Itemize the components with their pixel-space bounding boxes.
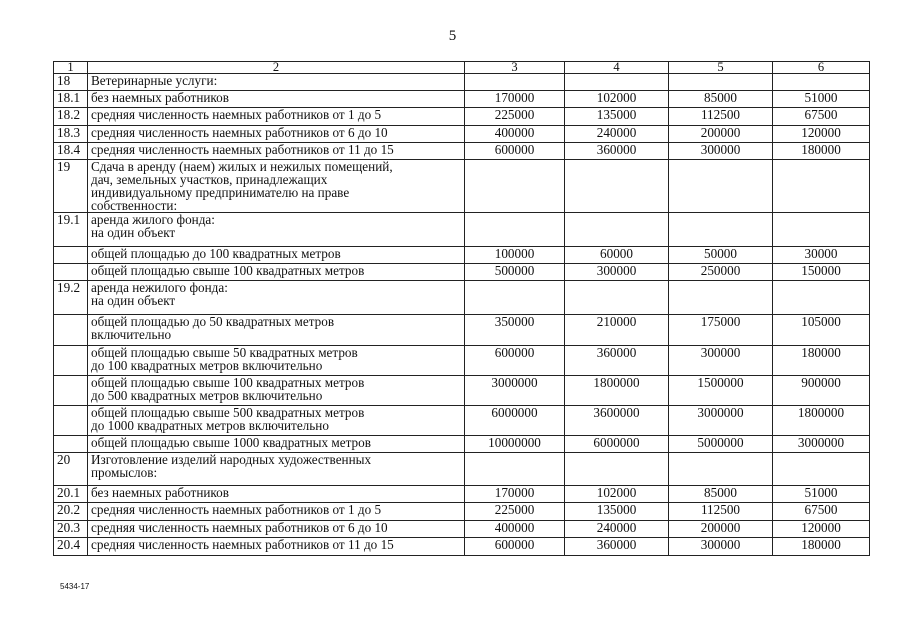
value-cell-col3: 400000 [465,521,565,538]
value-cell-col6: 67500 [773,503,870,521]
description-line: общей площадью свыше 100 квадратных метров [91,375,365,390]
table-header-row [54,62,870,74]
value-cell-col6: 180000 [773,538,870,556]
value-cell-col6 [773,453,870,486]
table-row [54,143,870,160]
row-description [88,486,465,503]
description-line: на один объект [91,225,176,240]
value-cell-col6: 180000 [773,346,870,376]
tariff-table [53,61,870,556]
value-cell-col4: 360000 [565,538,669,556]
value-cell-col4 [565,160,669,213]
value-cell-col5: 175000 [669,315,773,346]
description-line: включительно [91,327,172,342]
row-description [88,376,465,406]
table-row [54,74,870,91]
value-cell-col5: 1500000 [669,376,773,406]
value-cell-col4: 102000 [565,91,669,108]
value-cell-col5 [669,74,773,91]
table-row [54,346,870,376]
row-number [54,247,88,264]
row-number: 18.3 [54,126,88,143]
row-description [88,346,465,376]
row-number [54,264,88,281]
value-cell-col3 [465,281,565,315]
row-description [88,126,465,143]
value-cell-col3: 225000 [465,503,565,521]
value-cell-col3 [465,160,565,213]
value-cell-col4: 210000 [565,315,669,346]
row-number: 20.3 [54,521,88,538]
value-cell-col4: 6000000 [565,436,669,453]
value-cell-col4: 135000 [565,108,669,126]
header-cell: 3 [465,62,565,74]
value-cell-col3: 100000 [465,247,565,264]
header-cell: 6 [773,62,870,74]
value-cell-col5 [669,160,773,213]
table-row [54,436,870,453]
value-cell-col5: 300000 [669,346,773,376]
value-cell-col3: 170000 [465,91,565,108]
row-number: 20.1 [54,486,88,503]
row-description [88,213,465,247]
value-cell-col4: 135000 [565,503,669,521]
value-cell-col5: 5000000 [669,436,773,453]
row-description [88,74,465,91]
description-line: Сдача в аренду (наем) жилых и нежилых помещений, [91,159,393,174]
value-cell-col5: 85000 [669,91,773,108]
row-number: 20 [54,453,88,486]
value-cell-col6: 51000 [773,91,870,108]
value-cell-col3: 600000 [465,538,565,556]
description-line: до 100 квадратных метров включительно [91,358,323,373]
value-cell-col4 [565,453,669,486]
value-cell-col3: 500000 [465,264,565,281]
description-line: без наемных работников [91,90,229,105]
table-row [54,503,870,521]
description-line: общей площадью свыше 500 квадратных метров [91,405,365,420]
value-cell-col4: 360000 [565,346,669,376]
value-cell-col3: 600000 [465,143,565,160]
value-cell-col4: 1800000 [565,376,669,406]
row-description [88,503,465,521]
value-cell-col6 [773,74,870,91]
value-cell-col6 [773,281,870,315]
value-cell-col6: 120000 [773,521,870,538]
header-cell: 1 [54,62,88,74]
value-cell-col3: 350000 [465,315,565,346]
description-line: на один объект [91,293,176,308]
value-cell-col6: 900000 [773,376,870,406]
row-description [88,406,465,436]
table-row [54,376,870,406]
table-row [54,538,870,556]
table-row [54,247,870,264]
row-description [88,160,465,213]
value-cell-col4 [565,281,669,315]
description-line: индивидуальному предпринимателю на праве [91,185,350,200]
value-cell-col5: 200000 [669,521,773,538]
table-body [54,62,870,556]
value-cell-col5: 50000 [669,247,773,264]
value-cell-col6 [773,213,870,247]
description-line: средняя численность наемных работников от 11 до 15 [91,537,394,552]
table-row [54,453,870,486]
value-cell-col5: 3000000 [669,406,773,436]
value-cell-col4: 360000 [565,143,669,160]
row-description [88,108,465,126]
row-number: 20.2 [54,503,88,521]
table-row [54,160,870,213]
description-line: Ветеринарные услуги: [91,73,218,88]
value-cell-col6: 180000 [773,143,870,160]
description-line: общей площадью до 50 квадратных метров [91,314,335,329]
value-cell-col3 [465,453,565,486]
value-cell-col3: 400000 [465,126,565,143]
value-cell-col3 [465,213,565,247]
value-cell-col6: 51000 [773,486,870,503]
value-cell-col4: 240000 [565,126,669,143]
table-row [54,91,870,108]
value-cell-col6: 30000 [773,247,870,264]
description-line: общей площадью свыше 50 квадратных метров [91,345,358,360]
value-cell-col4: 3600000 [565,406,669,436]
row-number [54,346,88,376]
table-row [54,126,870,143]
description-line: средняя численность наемных работников от 6 до 10 [91,520,388,535]
description-line: без наемных работников [91,485,229,500]
value-cell-col5: 250000 [669,264,773,281]
value-cell-col6: 3000000 [773,436,870,453]
value-cell-col3: 6000000 [465,406,565,436]
header-cell: 2 [88,62,465,74]
value-cell-col3: 225000 [465,108,565,126]
page-number: 5 [448,28,457,44]
value-cell-col3: 600000 [465,346,565,376]
row-number: 18 [54,74,88,91]
value-cell-col6: 150000 [773,264,870,281]
description-line: аренда нежилого фонда: [91,280,228,295]
value-cell-col5 [669,453,773,486]
description-line: средняя численность наемных работников от 1 до 5 [91,502,382,517]
description-line: средняя численность наемных работников от 11 до 15 [91,142,394,157]
value-cell-col4 [565,213,669,247]
header-cell: 4 [565,62,669,74]
row-number [54,436,88,453]
value-cell-col6: 67500 [773,108,870,126]
value-cell-col5: 112500 [669,108,773,126]
description-line: собственности: [91,198,178,213]
value-cell-col4: 60000 [565,247,669,264]
row-description [88,281,465,315]
table-row [54,264,870,281]
row-description [88,453,465,486]
row-description [88,538,465,556]
value-cell-col5 [669,213,773,247]
value-cell-col5: 85000 [669,486,773,503]
description-line: средняя численность наемных работников от 6 до 10 [91,125,388,140]
value-cell-col5 [669,281,773,315]
value-cell-col3: 3000000 [465,376,565,406]
row-description [88,143,465,160]
value-cell-col4: 300000 [565,264,669,281]
description-line: до 500 квадратных метров включительно [91,388,323,403]
row-number: 19 [54,160,88,213]
description-line: аренда жилого фонда: [91,212,215,227]
description-line: до 1000 квадратных метров включительно [91,418,329,433]
table-row [54,406,870,436]
row-number: 19.2 [54,281,88,315]
description-line: дач, земельных участков, принадлежащих [91,172,328,187]
value-cell-col3 [465,74,565,91]
value-cell-col5: 300000 [669,143,773,160]
table-row [54,521,870,538]
row-number: 19.1 [54,213,88,247]
table-row [54,108,870,126]
row-number: 18.1 [54,91,88,108]
value-cell-col6: 105000 [773,315,870,346]
row-description [88,264,465,281]
value-cell-col5: 200000 [669,126,773,143]
row-description [88,315,465,346]
row-description [88,436,465,453]
table-row [54,281,870,315]
row-description [88,247,465,264]
description-line: средняя численность наемных работников от 1 до 5 [91,107,382,122]
row-description [88,91,465,108]
value-cell-col4: 240000 [565,521,669,538]
description-line: общей площадью свыше 1000 квадратных метров [91,435,371,450]
value-cell-col5: 112500 [669,503,773,521]
value-cell-col6 [773,160,870,213]
description-line: промыслов: [91,465,158,480]
row-number [54,406,88,436]
description-line: Изготовление изделий народных художественных [91,452,372,467]
value-cell-col3: 10000000 [465,436,565,453]
row-number [54,376,88,406]
row-number: 18.2 [54,108,88,126]
value-cell-col4: 102000 [565,486,669,503]
value-cell-col3: 170000 [465,486,565,503]
value-cell-col6: 120000 [773,126,870,143]
header-cell: 5 [669,62,773,74]
value-cell-col6: 1800000 [773,406,870,436]
row-number: 18.4 [54,143,88,160]
row-description [88,521,465,538]
row-number: 20.4 [54,538,88,556]
value-cell-col5: 300000 [669,538,773,556]
document-code: 5434-17 [60,582,90,591]
table-row [54,315,870,346]
table-row [54,486,870,503]
description-line: общей площадью свыше 100 квадратных метров [91,263,365,278]
value-cell-col4 [565,74,669,91]
table-row [54,213,870,247]
description-line: общей площадью до 100 квадратных метров [91,246,341,261]
row-number [54,315,88,346]
